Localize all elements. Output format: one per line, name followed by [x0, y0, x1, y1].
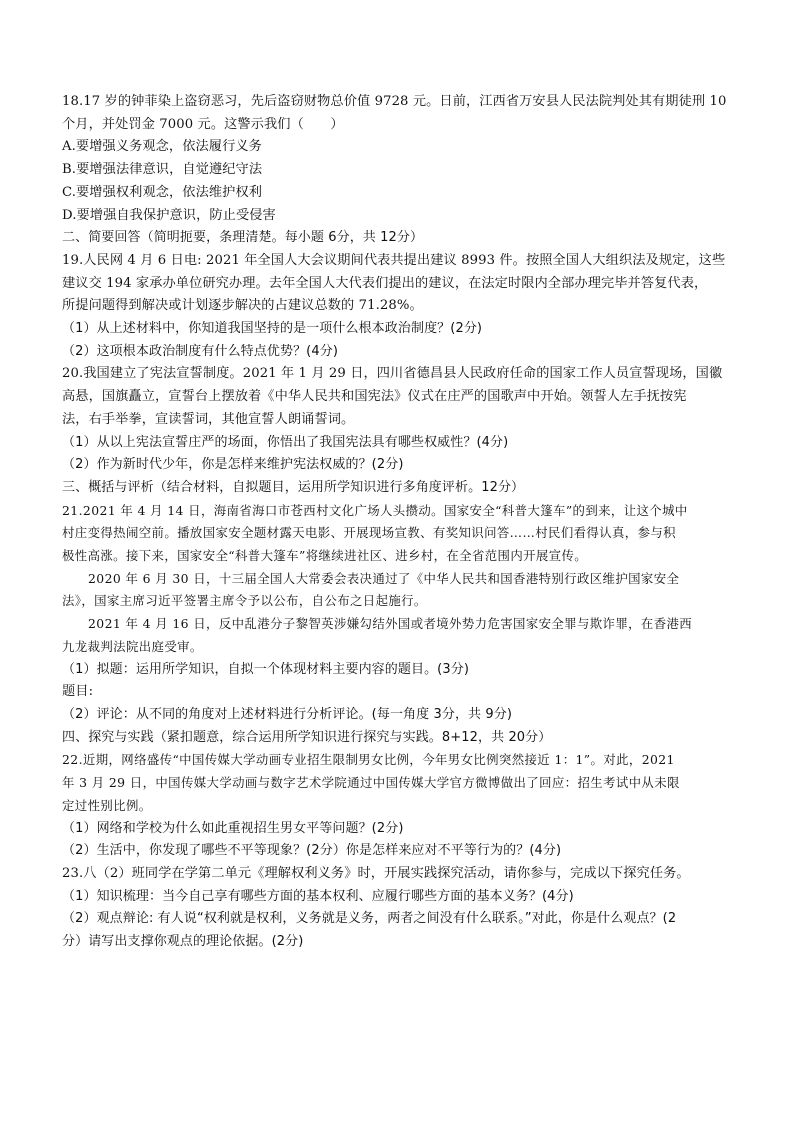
material-text: 2021 年 4 月 16 日，反中乱港分子黎智英涉嫌勾结外国或者境外势力危害国家安全罪与欺诈罪，在香港西: [88, 616, 693, 632]
question-text: 20.我国建立了宪法宣誓制度。2021 年 1 月 29 日，四川省德昌县人民政府任命的国家工作人员宣誓现场，国徽: [62, 366, 723, 382]
sub-question: （2）观点辩论: 有人说“权利就是权利，义务就是义务，两者之间没有什么联系。”对此，你是什么观点？(2: [62, 911, 677, 927]
answer-option: D.要增强自我保护意识，防止受侵害: [62, 207, 276, 223]
material-text: 21.2021 年 4 月 14 日，海南省海口市苍西村文化广场人头攒动。国家安全“科普大篷车”的到来，让这个城中: [62, 502, 688, 518]
question-text: 所提问题得到解决或计划逐步解决的占建议总数的 71.28%。: [62, 298, 423, 314]
question-text: 18.17 岁的钟菲染上盗窃恶习，先后盗窃财物总价值 9728 元。日前，江西省万安县人民法院判处其有期徒刑 10: [62, 94, 727, 109]
material-text: 法》，国家主席习近平签署主席令予以公布，自公布之日起施行。: [62, 593, 427, 609]
material-text: 定过性别比例。: [62, 797, 152, 813]
answer-option: C.要增强权利观念，依法维护权利: [62, 184, 263, 200]
question-text: 23.八（2）班同学在学第二单元《理解权利义务》时，开展实践探究活动，请你参与，完成以下探究任务。: [62, 865, 690, 881]
material-text: 极性高涨。接下来，国家安全“科普大篷车”将继续进社区、进乡村，在全省范围内开展宣传。: [62, 548, 588, 564]
answer-option: B.要增强法律意识，自觉遵纪守法: [62, 162, 263, 178]
sub-question: 分）请写出支撑你观点的理论依据。(2分): [62, 934, 304, 950]
exam-content: [62, 91, 740, 954]
answer-label: 题目:: [62, 684, 94, 700]
question-text: 建议交 194 家承办单位研究办理。去年全国人大代表们提出的建议，在法定时限内全部办理完毕并答复代表，: [62, 275, 708, 291]
sub-question: （2）作为新时代少年，你是怎样来维护宪法权威的？(2分): [62, 457, 404, 473]
sub-question: （1）拟题：运用所学知识，自拟一个体现材料主要内容的题目。(3分): [62, 661, 469, 677]
sub-question: （2）生活中，你发现了哪些不平等现象？(2分）你是怎样来应对不平等行为的？(4分): [62, 843, 562, 859]
section-heading: 二、简要回答（简明扼要，条理清楚。每小题 6分，共 12分）: [62, 230, 424, 246]
question-text: 19.人民网 4 月 6 日电: 2021 年全国人大会议期间代表共提出建议 8993 件。按照全国人大组织法及规定，这些: [62, 252, 726, 268]
material-text: 年 3 月 29 日，中国传媒大学动画与数字艺术学院通过中国传媒大学官方微博做出了回应：招生考试中从未限: [62, 775, 680, 791]
section-heading: 三、概括与评析（结合材料，自拟题目，运用所学知识进行多角度评析。12分）: [62, 479, 525, 495]
answer-option: A.要增强义务观念，依法履行义务: [62, 139, 262, 155]
material-text: 九龙裁判法院出庭受审。: [62, 638, 203, 654]
sub-question: （2）这项根本政治制度有什么特点优势？(4分): [62, 343, 338, 359]
material-text: 22.近期，网络盛传“中国传媒大学动画专业招生限制男女比例，今年男女比例突然接近 1：1”。对此，2021: [62, 752, 675, 768]
material-text: 2020 年 6 月 30 日，十三届全国人大常委会表决通过了《中华人民共和国香港特别行政区维护国家安全: [88, 570, 680, 586]
sub-question: （1）从上述材料中，你知道我国坚持的是一项什么根本政治制度？(2分): [62, 321, 483, 337]
question-text: 个月，并处罚金 7000 元。这警示我们（ ）: [62, 116, 344, 132]
sub-question: （1）网络和学校为什么如此重视招生男女平等问题？(2分): [62, 820, 404, 836]
material-text: 村庄变得热闹空前。播放国家安全题材露天电影、开展现场宣教、有奖知识问答……村民们看得认真，参与积: [62, 525, 676, 541]
sub-question: （1）从以上宪法宣誓庄严的场面，你悟出了我国宪法具有哪些权威性？(4分): [62, 434, 509, 450]
question-text: 法，右手举拳，宣读誓词，其他宣誓人朗诵誓词。: [62, 411, 355, 427]
section-heading: 四、探究与实践（紧扣题意，综合运用所学知识进行探究与实践。8+12，共 20分）: [62, 729, 552, 745]
question-text: 高悬，国旗矗立，宣誓台上摆放着《中华人民共和国宪法》仪式在庄严的国歌声中开始。领誓人左手抚按宪: [62, 389, 687, 405]
sub-question: （2）评论：从不同的角度对上述材料进行分析评论。(每一角度 3分，共 9分): [62, 706, 513, 722]
sub-question: （1）知识梳理：当今自己享有哪些方面的基本权利、应履行哪些方面的基本义务？(4分): [62, 888, 574, 904]
